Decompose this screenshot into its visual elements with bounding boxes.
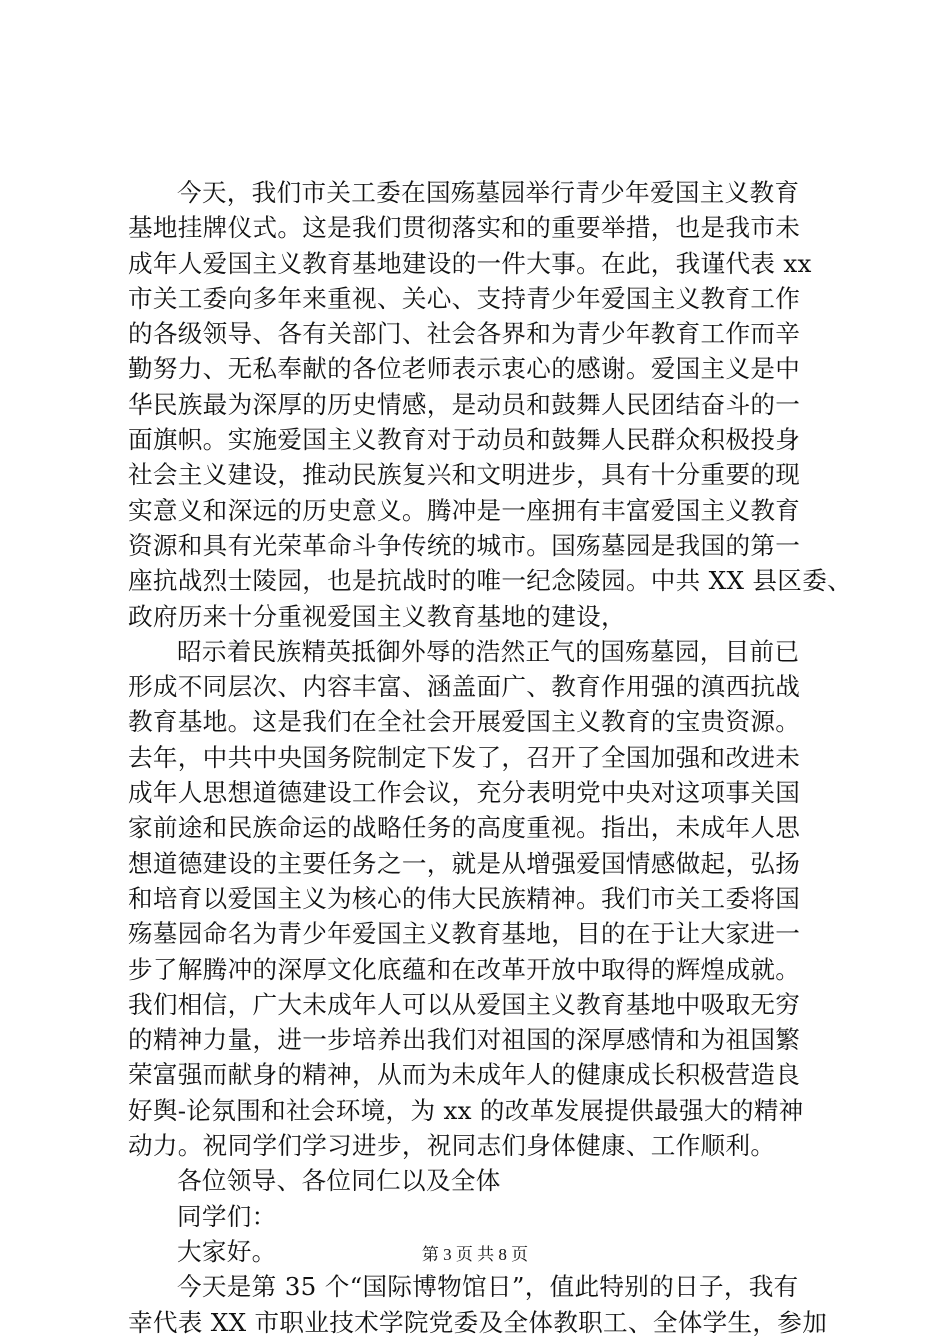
paragraph-line: 勤努力、无私奉献的各位老师表示衷心的感谢。爱国主义是中	[128, 354, 801, 384]
paragraph-line: 社会主义建设，推动民族复兴和文明进步，具有十分重要的现	[128, 460, 801, 490]
paragraph-line: 我们相信，广大未成年人可以从爱国主义教育基地中吸取无穷	[128, 989, 801, 1019]
paragraph-line: 动力。祝同学们学习进步，祝同志们身体健康、工作顺利。	[128, 1131, 776, 1161]
paragraph-line: 资源和具有光荣革命斗争传统的城市。国殇墓园是我国的第一	[128, 530, 801, 560]
paragraph-line: 座抗战烈士陵园，也是抗战时的唯一纪念陵园。中共 XX 县区委、	[128, 566, 852, 596]
paragraph-line: 成年人思想道德建设工作会议，充分表明党中央对这项事关国	[128, 778, 801, 808]
paragraph-line: 荣富强而献身的精神，从而为未成年人的健康成长积极营造良	[128, 1060, 801, 1090]
document-body	[128, 175, 852, 1340]
paragraph-line: 教育基地。这是我们在全社会开展爱国主义教育的宝贵资源。	[128, 707, 801, 737]
paragraph-line: 的精神力量，进一步培养出我们对祖国的深厚感情和为祖国繁	[128, 1025, 801, 1055]
paragraph-line: 家前途和民族命运的战略任务的高度重视。指出，未成年人思	[128, 813, 801, 843]
paragraph-line: 今天是第 35 个“国际博物馆日”，值此特别的日子，我有	[177, 1272, 799, 1302]
paragraph-line: 步了解腾冲的深厚文化底蕴和在改革开放中取得的辉煌成就。	[128, 954, 801, 984]
paragraph-line: 政府历来十分重视爱国主义教育基地的建设，	[128, 601, 626, 631]
paragraph-line: 去年，中共中央国务院制定下发了，召开了全国加强和改进未	[128, 742, 801, 772]
paragraph-line: 面旗帜。实施爱国主义教育对于动员和鼓舞人民群众积极投身	[128, 425, 801, 455]
salutation-line: 同学们：	[177, 1201, 277, 1231]
paragraph-line: 形成不同层次、内容丰富、涵盖面广、教育作用强的滇西抗战	[128, 672, 801, 702]
paragraph-line: 殇墓园命名为青少年爱国主义教育基地，目的在于让大家进一	[128, 919, 801, 949]
paragraph-line: 实意义和深远的历史意义。腾冲是一座拥有丰富爱国主义教育	[128, 495, 801, 525]
paragraph-line: 华民族最为深厚的历史情感，是动员和鼓舞人民团结奋斗的一	[128, 389, 801, 419]
paragraph-line: 今天，我们市关工委在国殇墓园举行青少年爱国主义教育	[177, 178, 800, 207]
paragraph-line: 幸代表 XX 市职业技术学院党委及全体教职工、全体学生，参加	[128, 1307, 828, 1337]
paragraph-line: 昭示着民族精英抵御外辱的浩然正气的国殇墓园，目前已	[177, 636, 800, 666]
salutation-line: 各位领导、各位同仁以及全体	[177, 1166, 501, 1196]
paragraph-line: 基地挂牌仪式。这是我们贯彻落实和的重要举措，也是我市未	[128, 213, 801, 243]
paragraph-line: 市关工委向多年来重视、关心、支持青少年爱国主义教育工作	[128, 283, 801, 313]
paragraph-line: 好舆-论氛围和社会环境，为 xx 的改革发展提供最强大的精神	[128, 1095, 804, 1125]
page-number-footer: 第 3 页 共 8 页	[421, 1245, 529, 1264]
greeting-line: 大家好。	[177, 1236, 277, 1266]
paragraph-line: 想道德建设的主要任务之一，就是从增强爱国情感做起，弘扬	[128, 848, 801, 878]
paragraph-line: 成年人爱国主义教育基地建设的一件大事。在此，我谨代表 xx	[128, 248, 812, 278]
paragraph-line: 的各级领导、各有关部门、社会各界和为青少年教育工作而辛	[128, 319, 801, 349]
paragraph-line: 和培育以爱国主义为核心的伟大民族精神。我们市关工委将国	[128, 883, 801, 913]
